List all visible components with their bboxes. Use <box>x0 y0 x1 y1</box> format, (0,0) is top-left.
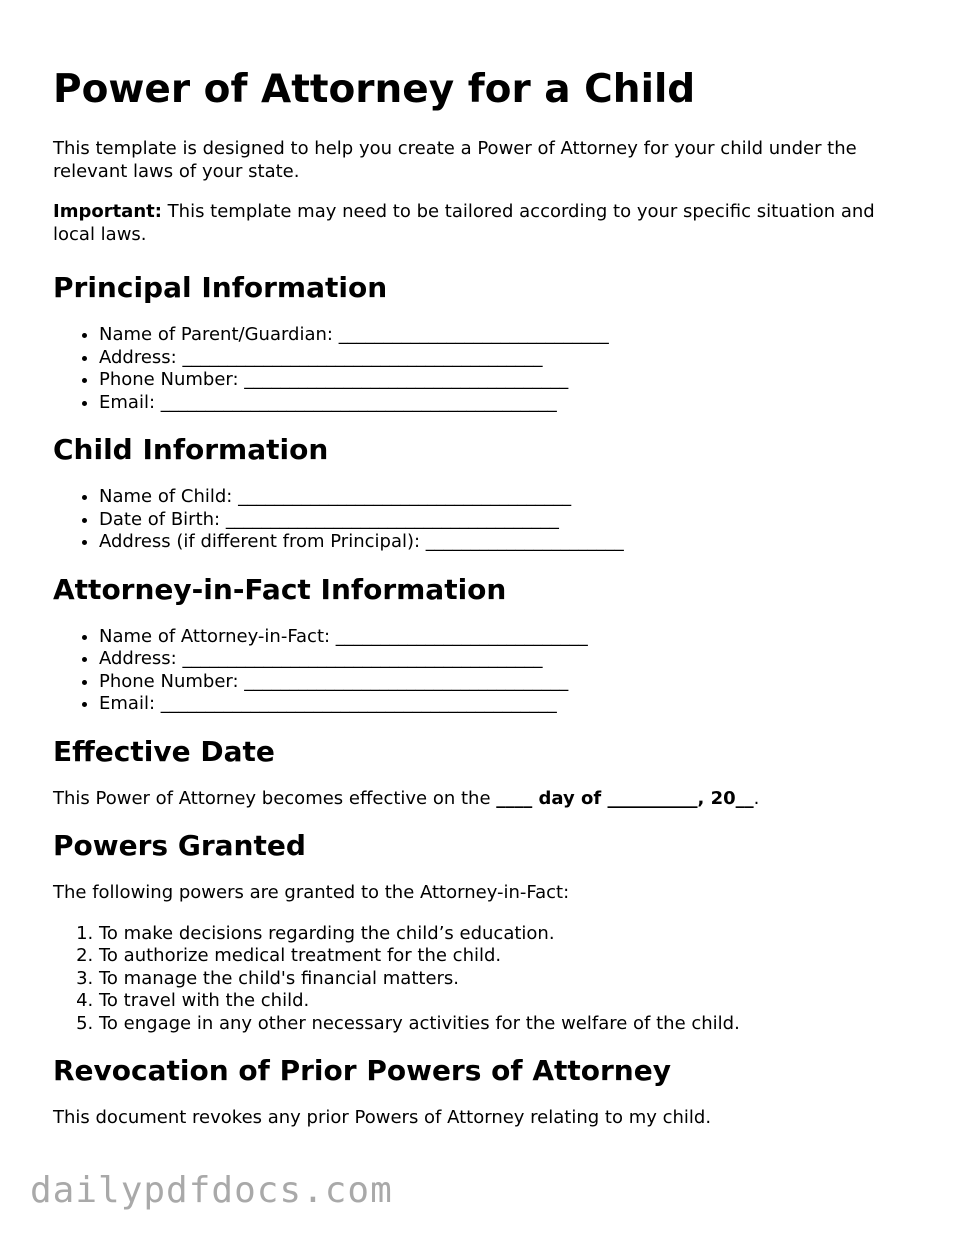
revocation-heading: Revocation of Prior Powers of Attorney <box>53 1054 671 1087</box>
child-name-field: • Name of Child: _____________________________________ <box>99 486 913 509</box>
powers-heading: Powers Granted <box>53 829 306 862</box>
power-item: 2. To authorize medical treatment for the child. <box>99 945 913 968</box>
attorney-phone-field: • Phone Number: ____________________________________ <box>99 671 913 694</box>
intro-paragraph: This template is designed to help you create a Power of Attorney for your child under the relevant laws of your state. <box>53 138 857 182</box>
attorney-email-field: • Email: ____________________________________________ <box>99 693 913 716</box>
effective-text-before: This Power of Attorney becomes effective on the <box>53 787 497 809</box>
principal-address-field: • Address: ________________________________________ <box>99 347 913 370</box>
important-text: This template may need to be tailored according to your specific situation and local laws. <box>53 201 875 245</box>
child-address-field: • Address (if different from Principal): ______________________ <box>99 531 913 554</box>
power-item: 5. To engage in any other necessary activities for the welfare of the child. <box>99 1013 913 1036</box>
attorney-address-field: • Address: ________________________________________ <box>99 648 913 671</box>
child-list <box>53 486 913 554</box>
child-dob-field: • Date of Birth: _____________________________________ <box>99 509 913 532</box>
important-note <box>53 201 913 246</box>
principal-name-field: • Name of Parent/Guardian: ______________________________ <box>99 324 913 347</box>
page-title: Power of Attorney for a Child <box>53 67 696 112</box>
effective-date-blanks: ____ day of __________, 20__ <box>496 787 754 809</box>
power-item: 1. To make decisions regarding the child’s education. <box>99 923 913 946</box>
important-label: Important: <box>53 201 162 222</box>
effective-statement <box>53 788 913 811</box>
document-page <box>53 62 913 1148</box>
power-item: 3. To manage the child's financial matters. <box>99 968 913 991</box>
watermark: dailypdfdocs.com <box>30 1170 393 1211</box>
effective-heading: Effective Date <box>53 734 275 768</box>
attorney-heading: Attorney-in-Fact Information <box>53 572 507 606</box>
principal-heading: Principal Information <box>53 271 388 304</box>
powers-list <box>53 923 913 1036</box>
principal-phone-field: • Phone Number: ____________________________________ <box>99 369 913 392</box>
principal-list <box>53 324 913 414</box>
powers-intro: The following powers are granted to the Attorney-in-Fact: <box>53 882 570 903</box>
effective-text-after: . <box>753 787 760 809</box>
attorney-list <box>53 626 913 716</box>
power-item: 4. To travel with the child. <box>99 990 913 1013</box>
child-heading: Child Information <box>53 433 329 466</box>
attorney-name-field: • Name of Attorney-in-Fact: ____________________________ <box>99 626 913 649</box>
revocation-text: This document revokes any prior Powers of Attorney relating to my child. <box>53 1107 712 1128</box>
principal-email-field: • Email: ____________________________________________ <box>99 392 913 415</box>
